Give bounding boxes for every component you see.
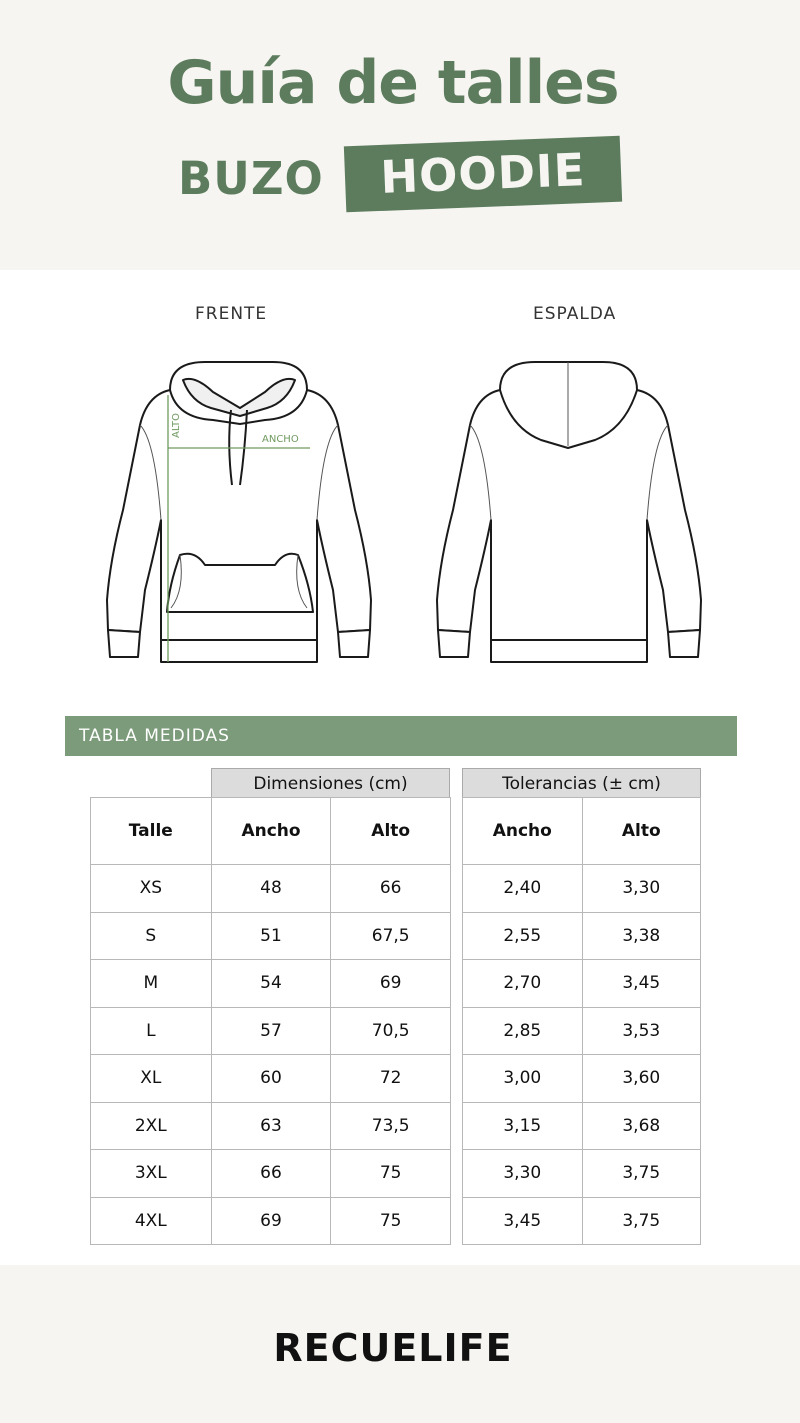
table-row	[91, 1197, 451, 1245]
table-row	[91, 1055, 451, 1103]
table-cell: XL	[91, 1055, 212, 1103]
dimensions-group-header: Dimensiones (cm)	[211, 768, 450, 798]
subtitle-hoodie-badge: HOODIE	[344, 136, 622, 213]
table-cell: 3,00	[463, 1055, 583, 1103]
column-header: Ancho	[463, 798, 583, 865]
table-cell: S	[91, 912, 212, 960]
table-cell: 3,38	[582, 912, 700, 960]
table-cell: 69	[331, 960, 451, 1008]
table-cell: 3XL	[91, 1150, 212, 1198]
column-header: Ancho	[211, 798, 331, 865]
table-cell: 75	[331, 1197, 451, 1245]
table-cell: 60	[211, 1055, 331, 1103]
header	[0, 0, 800, 270]
table-cell: 66	[211, 1150, 331, 1198]
table-cell: 3,75	[582, 1197, 700, 1245]
alto-label: ALTO	[171, 412, 182, 438]
table-row	[91, 960, 451, 1008]
table-cell: 67,5	[331, 912, 451, 960]
table-row	[463, 1102, 701, 1150]
table-cell: 3,53	[582, 1007, 700, 1055]
table-row	[91, 1007, 451, 1055]
table-cell: 51	[211, 912, 331, 960]
brand-logo: RECUELIFE	[273, 1326, 513, 1370]
table-cell: 48	[211, 865, 331, 913]
table-title-bar: TABLA MEDIDAS	[65, 716, 737, 756]
table-row	[463, 912, 701, 960]
table-cell: 3,75	[582, 1150, 700, 1198]
table-row	[463, 960, 701, 1008]
table-row	[463, 1055, 701, 1103]
table-row	[463, 865, 701, 913]
dimensions-table	[90, 797, 451, 1245]
ancho-label: ANCHO	[262, 434, 299, 445]
table-cell: 2,40	[463, 865, 583, 913]
column-header: Alto	[331, 798, 451, 865]
front-view-label: FRENTE	[195, 304, 268, 324]
table-cell: 4XL	[91, 1197, 212, 1245]
table-cell: 2,70	[463, 960, 583, 1008]
subtitle-buzo: BUZO	[178, 152, 324, 205]
table-cell: 3,45	[582, 960, 700, 1008]
table-cell: M	[91, 960, 212, 1008]
table-cell: L	[91, 1007, 212, 1055]
table-row	[91, 865, 451, 913]
table-cell: 3,30	[582, 865, 700, 913]
table-cell: 75	[331, 1150, 451, 1198]
hoodie-front-illustration	[95, 350, 385, 670]
table-cell: 63	[211, 1102, 331, 1150]
column-header: Talle	[91, 798, 212, 865]
table-cell: 3,68	[582, 1102, 700, 1150]
table-cell: 3,60	[582, 1055, 700, 1103]
table-cell: 3,15	[463, 1102, 583, 1150]
table-cell: 2,55	[463, 912, 583, 960]
page-title: Guía de talles	[167, 48, 619, 118]
table-row	[463, 1007, 701, 1055]
table-cell: 54	[211, 960, 331, 1008]
table-cell: 69	[211, 1197, 331, 1245]
column-header: Alto	[582, 798, 700, 865]
table-cell: 66	[331, 865, 451, 913]
table-cell: 3,45	[463, 1197, 583, 1245]
table-cell: 70,5	[331, 1007, 451, 1055]
table-row	[91, 1102, 451, 1150]
hoodie-back-illustration	[425, 350, 715, 670]
table-cell: 57	[211, 1007, 331, 1055]
back-view-label: ESPALDA	[533, 304, 617, 324]
table-row	[91, 1150, 451, 1198]
table-cell: 72	[331, 1055, 451, 1103]
table-row	[91, 912, 451, 960]
table-header-row	[463, 798, 701, 865]
table-cell: 73,5	[331, 1102, 451, 1150]
table-cell: 2,85	[463, 1007, 583, 1055]
tolerances-group-header: Tolerancias (± cm)	[462, 768, 701, 798]
table-cell: 2XL	[91, 1102, 212, 1150]
tolerances-table	[462, 797, 701, 1245]
table-row	[463, 1197, 701, 1245]
table-cell: XS	[91, 865, 212, 913]
table-row	[463, 1150, 701, 1198]
table-cell: 3,30	[463, 1150, 583, 1198]
table-header-row	[91, 798, 451, 865]
